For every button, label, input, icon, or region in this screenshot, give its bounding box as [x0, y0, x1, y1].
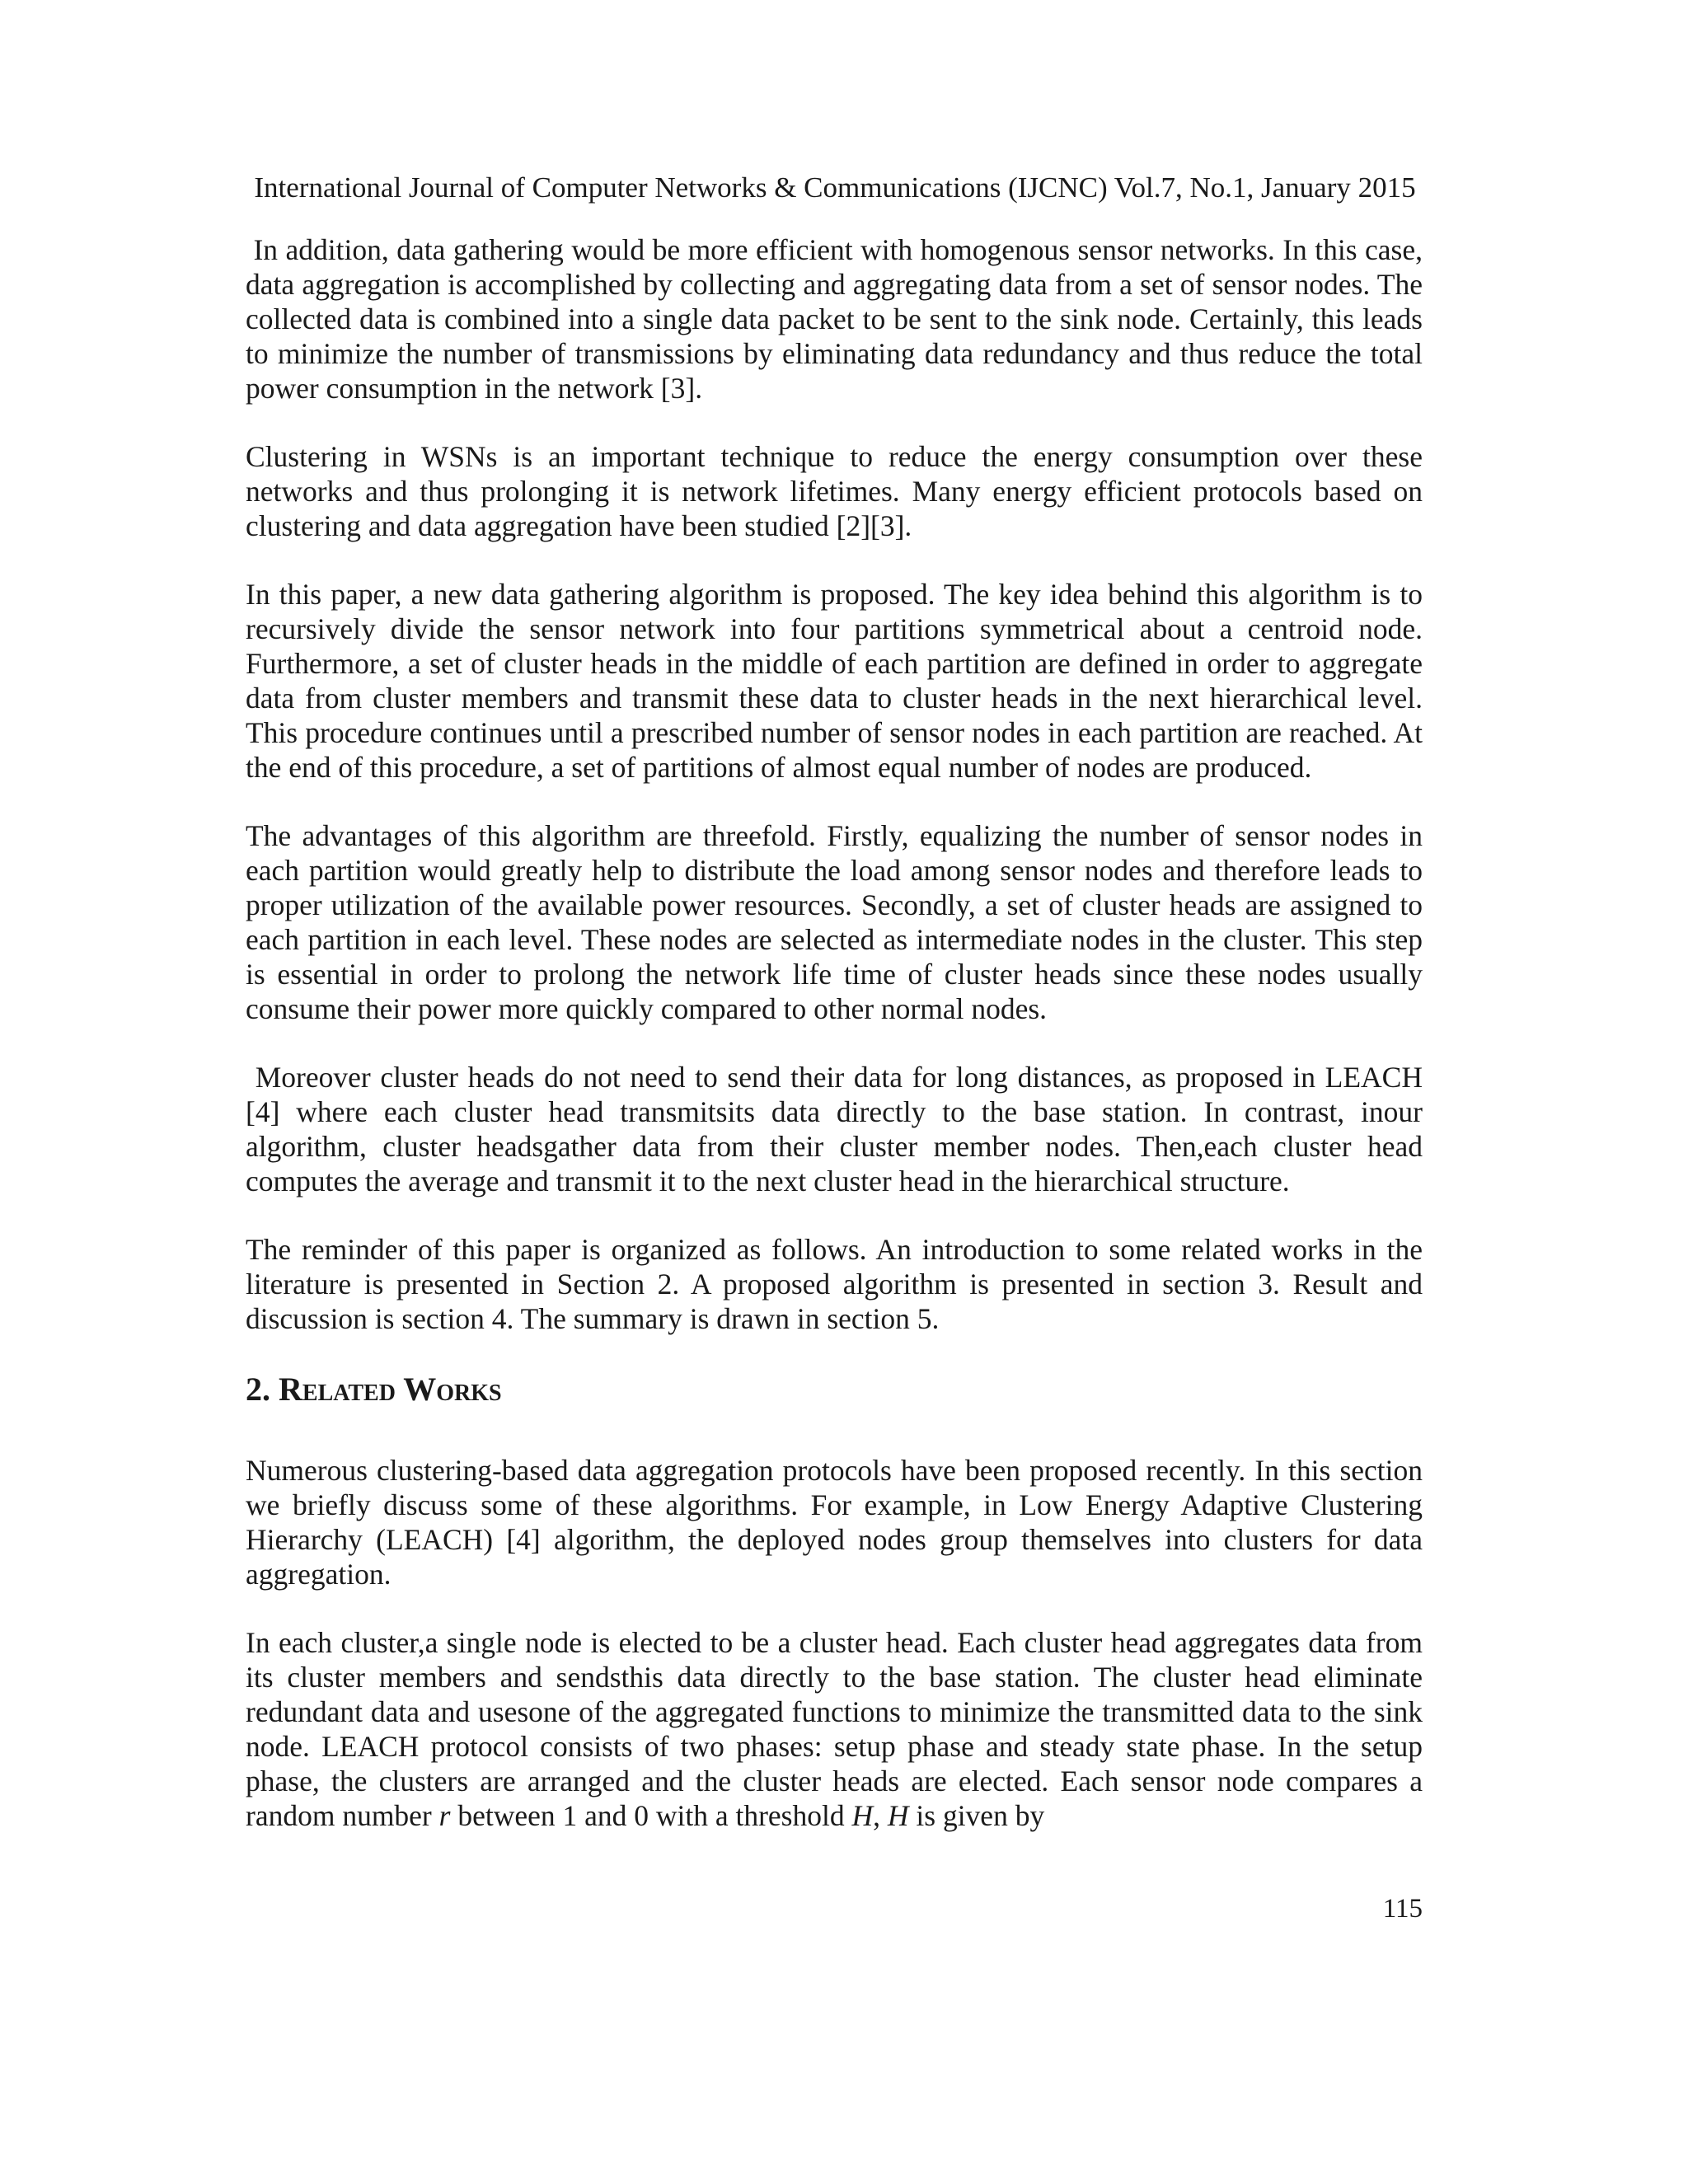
paragraph-data-gathering: In addition, data gathering would be more efficient with homogenous sensor networks. In this case, data aggregation is accomplished by collecting and aggregating data from a set of sensor nodes. The collected data is combined into a single data packet to be sent to the sink node. Certainly, this leads to minimize the number of transmissions by eliminating data redundancy and thus reduce the total power consumption in the network [3]. [246, 233, 1430, 405]
math-variable-r: r [438, 1799, 451, 1832]
leach-text-comma: , [873, 1799, 888, 1832]
leach-text-mid: between 1 and 0 with a threshold [450, 1799, 852, 1832]
paragraph-leach-phases [246, 1625, 1423, 1833]
section-heading-related-works [246, 1370, 1423, 1409]
section-number: 2. [246, 1371, 279, 1408]
math-variable-h-repeat: H [887, 1799, 909, 1832]
page-number: 115 [1382, 1894, 1423, 1924]
leach-text-start: In each cluster,a single node is elected to be a cluster head. Each cluster head aggregates data from its cluster members and sendsthis data directly to the base station. The cluster head eliminate redundant data and usesone of the aggregated functions to minimize the transmitted data to the sink node. LEACH protocol consists of two phases: setup phase and steady state phase. In the setup phase, the clusters are arranged and the cluster heads are elected. Each sensor node compares a random number [246, 1626, 1423, 1832]
body-text [246, 232, 1430, 1867]
math-variable-h: H [851, 1799, 874, 1832]
journal-running-header: International Journal of Computer Networks & Communications (IJCNC) Vol.7, No.1, January 2015 [254, 171, 1416, 204]
paragraph-advantages: The advantages of this algorithm are threefold. Firstly, equalizing the number of sensor nodes in each partition would greatly help to distribute the load among sensor nodes and therefore leads to proper utilization of the available power resources. Secondly, a set of cluster heads are assigned to each partition in each level. These nodes are selected as intermediate nodes in the cluster. This step is essential in order to prolong the network life time of cluster heads since these nodes usually consume their power more quickly compared to other normal nodes. [246, 819, 1423, 1025]
paragraph-clustering: Clustering in WSNs is an important technique to reduce the energy consumption over these networks and thus prolonging it is network lifetimes. Many energy efficient protocols based on clustering and data aggregation have been studied [2][3]. [246, 440, 1423, 542]
paragraph-proposed-algorithm: In this paper, a new data gathering algorithm is proposed. The key idea behind this algorithm is to recursively divide the sensor network into four partitions symmetrical about a centroid node. Furthermore, a set of cluster heads in the middle of each partition are defined in order to aggregate data from cluster members and transmit these data to cluster heads in the next hierarchical level. This procedure continues until a prescribed number of sensor nodes in each partition are reached. At the end of this procedure, a set of partitions of almost equal number of nodes are produced. [246, 578, 1423, 784]
paragraph-paper-organization: The reminder of this paper is organized as follows. An introduction to some related works in the literature is presented in Section 2. A proposed algorithm is presented in section 3. Result and discussion is section 4. The summary is drawn in section 5. [246, 1233, 1423, 1335]
paragraph-leach-comparison: Moreover cluster heads do not need to send their data for long distances, as proposed in LEACH [4] where each cluster head transmitsits data directly to the base station. In contrast, inour algorithm, cluster headsgather data from their cluster member nodes. Then,each cluster head computes the average and transmit it to the next cluster head in the hierarchical structure. [246, 1061, 1430, 1197]
paragraph-related-protocols: Numerous clustering-based data aggregation protocols have been proposed recently. In this section we briefly discuss some of these algorithms. For example, in Low Energy Adaptive Clustering Hierarchy (LEACH) [4] algorithm, the deployed nodes group themselves into clusters for data aggregation. [246, 1454, 1423, 1591]
leach-text-end: is given by [908, 1799, 1045, 1832]
section-title: Related Works [279, 1371, 502, 1408]
